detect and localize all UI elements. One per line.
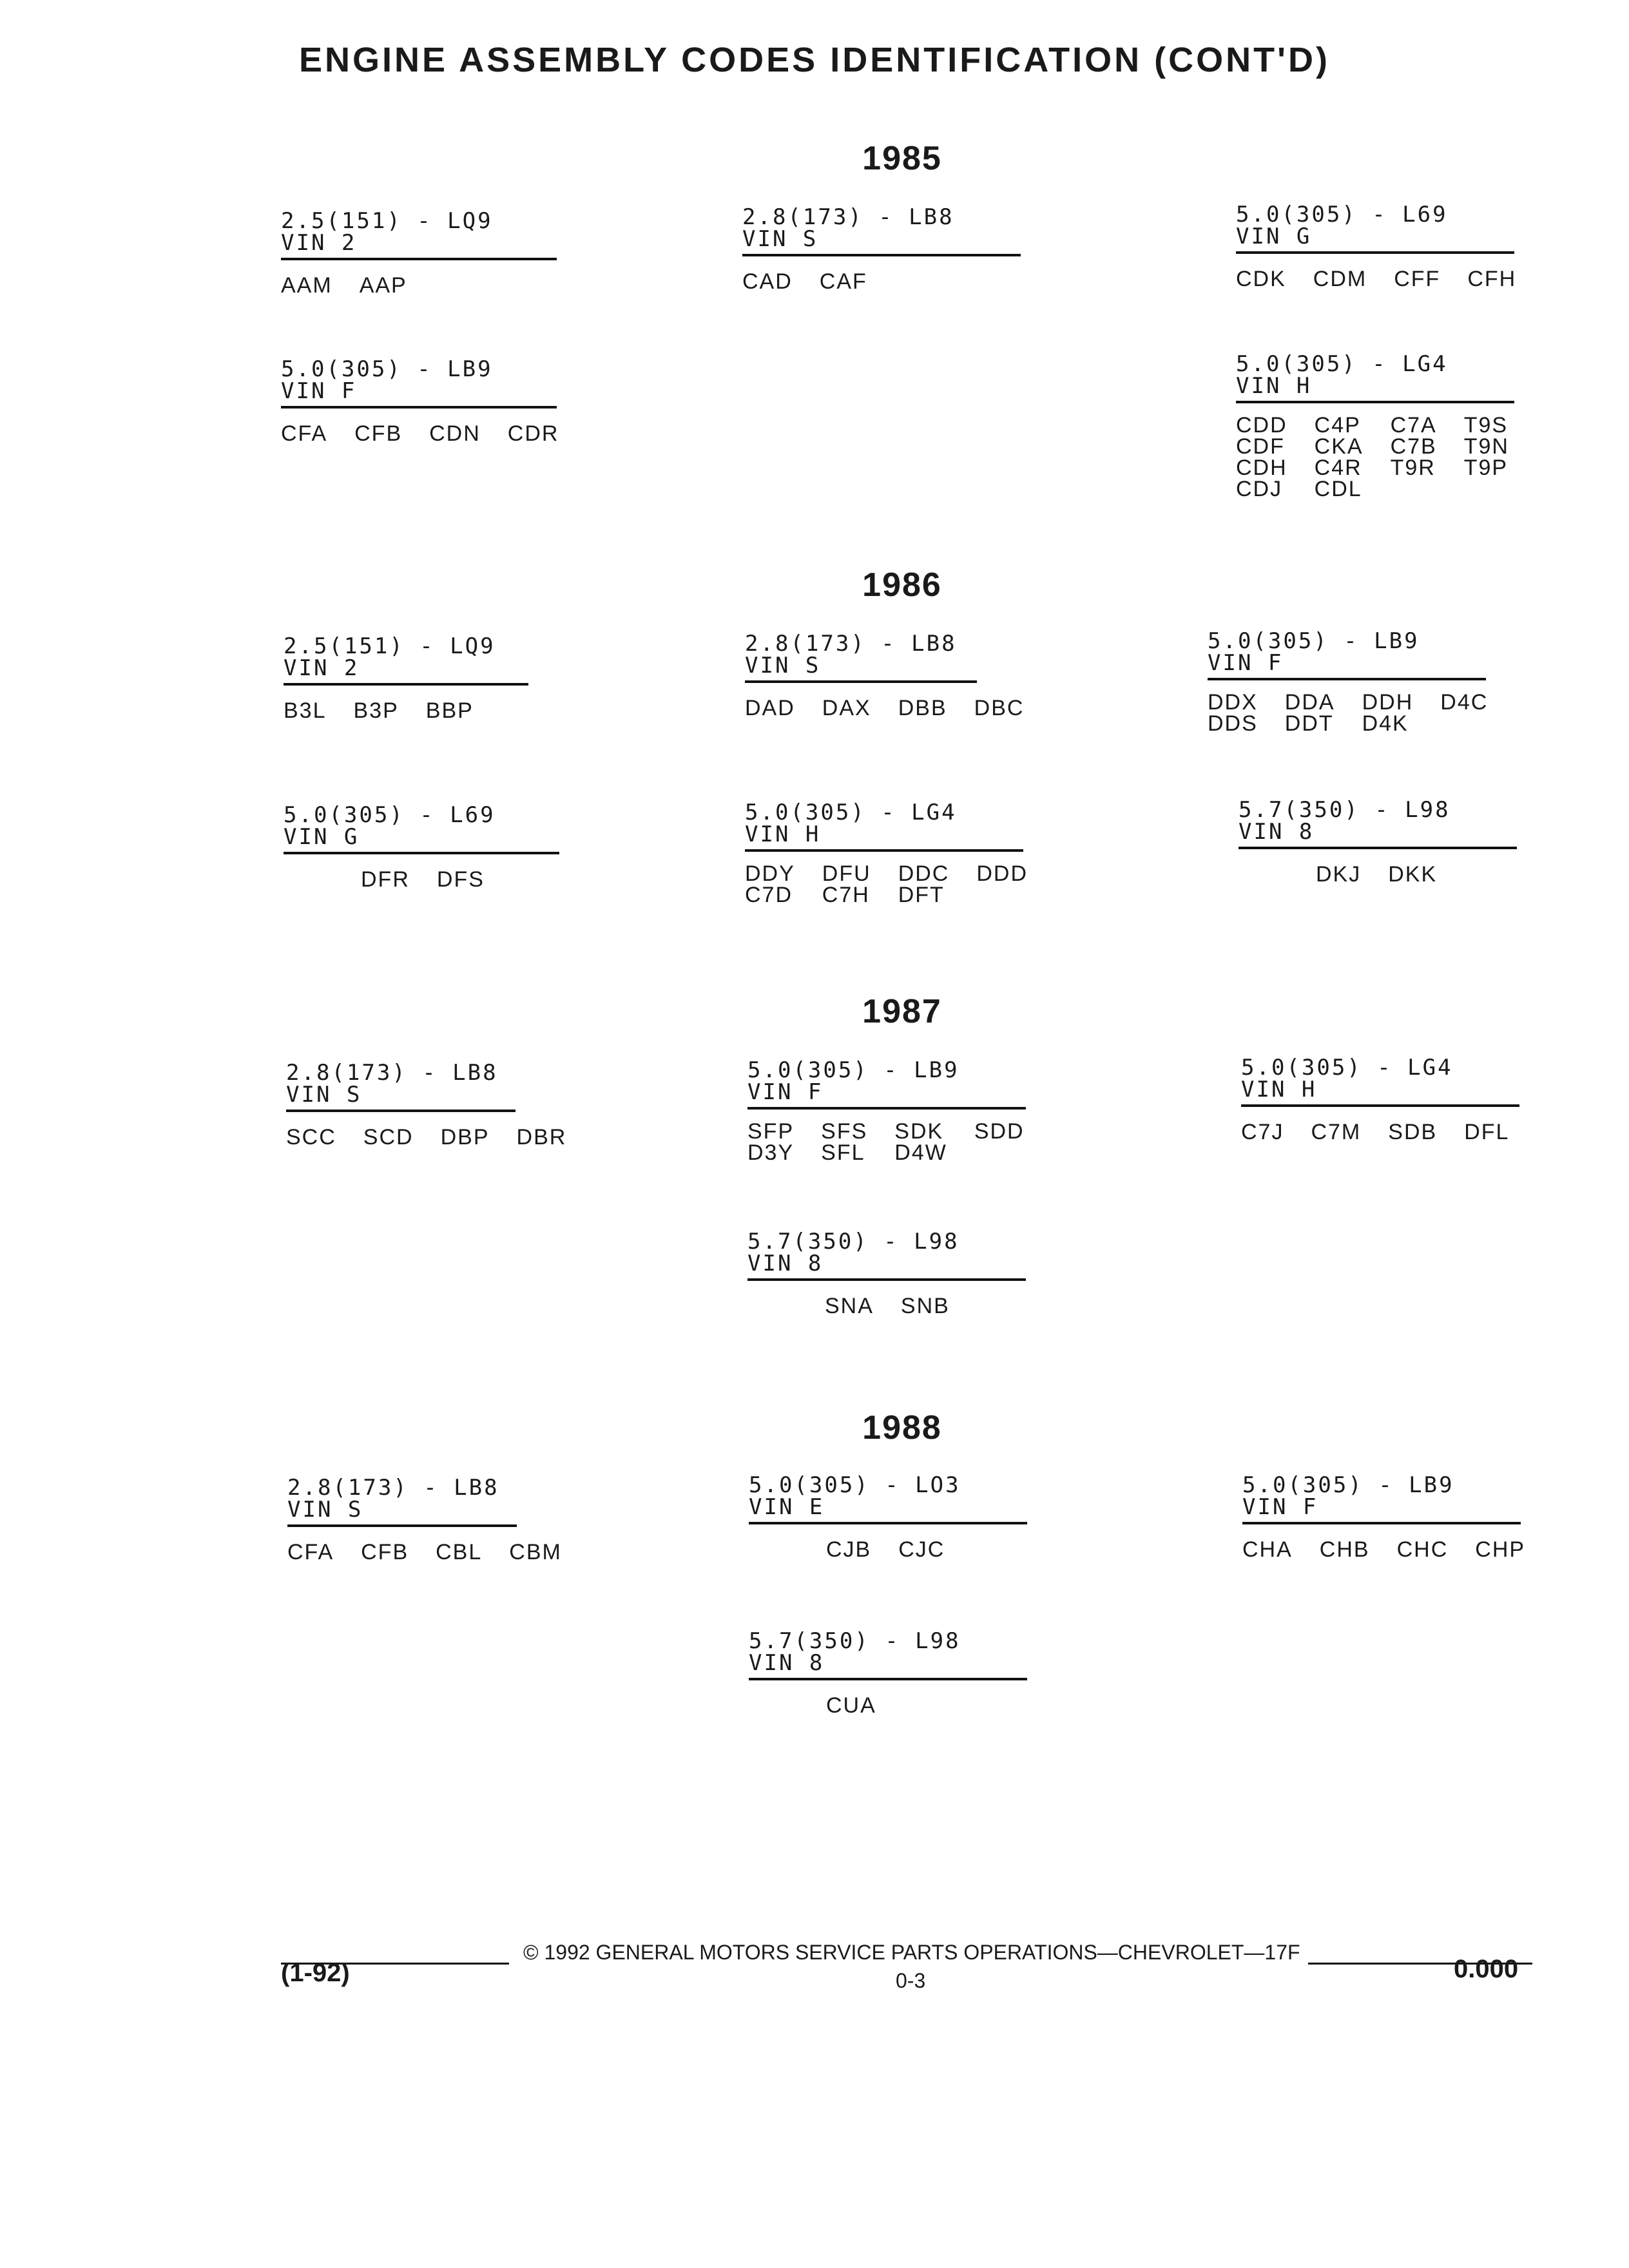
assembly-code: CUA [826,1693,876,1718]
assembly-codes [1239,863,1517,885]
assembly-codes [745,861,1028,907]
vin-code: VIN 8 [747,1251,824,1276]
assembly-code: DKJ [1316,862,1362,887]
assembly-code: CHP [1475,1537,1526,1562]
engine-spec: 2.5(151) - LQ9 [284,633,496,659]
page-title: ENGINE ASSEMBLY CODES IDENTIFICATION (CONT'D) [299,41,1330,79]
engine-spec: 5.0(305) - LB9 [1208,628,1420,654]
engine-block-b85a [281,210,557,296]
assembly-code: CHC [1396,1537,1449,1562]
assembly-code: SDD [974,1119,1025,1144]
vin-code: VIN E [749,1494,825,1520]
engine-spec: 5.7(350) - L98 [747,1229,959,1254]
vin-code: VIN H [1236,373,1312,399]
assembly-code: CDD [1236,413,1287,437]
engine-header [286,1062,516,1112]
footer-page-number: 0-3 [896,1969,926,1992]
footer-code-number: 0.000 [1454,1955,1519,1983]
engine-header [745,802,1023,852]
assembly-code: C4P [1314,413,1361,437]
engine-spec: 5.0(305) - L69 [1236,202,1448,227]
engine-block-b85c [1236,202,1517,291]
engine-block-b86a [284,635,528,722]
engine-spec: 5.0(305) - LB9 [281,356,493,382]
assembly-code: SDK [894,1119,944,1144]
engine-header [1242,1474,1521,1524]
vin-code: VIN F [1242,1494,1318,1520]
assembly-code: CDH [1236,456,1287,480]
assembly-code: DDX [1208,690,1258,715]
engine-spec: 2.8(173) - LB8 [287,1475,499,1501]
assembly-code: DDH [1362,690,1414,715]
assembly-code: CAD [742,269,793,294]
assembly-code: CAF [819,269,867,294]
assembly-code: CJB [826,1537,872,1562]
assembly-code: CDJ [1236,477,1283,501]
assembly-code: C4R [1314,456,1362,480]
assembly-code: CBL [436,1540,483,1564]
assembly-code: DBB [898,696,947,720]
assembly-code: C7M [1311,1120,1362,1144]
engine-block-b88a [287,1475,562,1564]
assembly-code: D3Y [747,1140,795,1165]
assembly-code: CKA [1314,434,1364,459]
assembly-code: CDN [429,421,481,446]
assembly-code: CJC [898,1537,945,1562]
year-heading-1985: 1985 [862,140,942,177]
assembly-code: DFU [822,861,871,886]
engine-header [749,1474,1027,1524]
assembly-codes [1241,1121,1519,1143]
vin-code: VIN H [745,822,821,847]
assembly-codes [747,1121,1026,1164]
engine-header [749,1630,1027,1680]
engine-block-b87b [747,1059,1026,1164]
assembly-code: T9N [1463,434,1509,459]
assembly-code: CFF [1394,267,1441,291]
assembly-code: DFS [436,867,485,892]
engine-spec: 5.0(305) - LB9 [1242,1472,1454,1498]
engine-header [284,804,559,854]
assembly-codes [284,700,528,722]
assembly-code: SFP [747,1119,795,1144]
engine-header [745,633,977,683]
assembly-code: DBP [440,1125,490,1149]
assembly-code: DAX [822,696,871,720]
assembly-code: DFR [361,867,410,892]
engine-block-b87d [747,1231,1026,1317]
engine-header [747,1059,1026,1110]
assembly-code: DDS [1208,711,1258,736]
engine-header [284,635,528,686]
vin-code: VIN S [287,1497,363,1523]
assembly-code: DAD [745,696,795,720]
assembly-code: AAM [281,273,333,298]
engine-block-b87a [286,1060,567,1149]
assembly-codes [747,1295,1026,1317]
assembly-code: CDF [1236,434,1285,459]
assembly-code: DBR [516,1125,567,1149]
assembly-code: CFH [1467,267,1517,291]
vin-code: VIN S [745,653,821,678]
vin-code: VIN 8 [1239,819,1315,845]
engine-block-b86c [1208,628,1489,736]
assembly-code: CDK [1236,267,1286,291]
assembly-codes [1242,1537,1526,1562]
assembly-code: SNA [825,1294,874,1318]
engine-block-b86d [284,804,559,890]
assembly-code: C7J [1241,1120,1284,1144]
engine-spec: 5.7(350) - L98 [1239,797,1451,823]
engine-block-b86f [1239,799,1517,885]
assembly-code: T9P [1463,456,1509,480]
engine-block-b88b [749,1474,1027,1561]
assembly-code: SFL [821,1140,865,1165]
engine-spec: 5.0(305) - LG4 [745,800,957,825]
engine-block-b88c [1242,1472,1526,1562]
assembly-code: C7D [745,883,793,907]
assembly-code: CBM [509,1540,562,1564]
year-heading-1986: 1986 [862,566,942,604]
engine-header [287,1477,517,1527]
engine-block-b87c [1241,1057,1519,1143]
assembly-code: DDA [1284,690,1335,715]
engine-header [281,210,557,260]
engine-spec: 2.5(151) - LQ9 [281,208,493,234]
assembly-code: D4K [1362,711,1409,736]
engine-header [1236,353,1514,403]
assembly-code: SFS [821,1119,868,1144]
engine-spec: 2.8(173) - LB8 [286,1060,498,1086]
assembly-code: BBP [425,698,474,723]
engine-spec: 2.8(173) - LB8 [742,204,954,230]
engine-spec: 5.0(305) - L69 [284,802,496,828]
vin-code: VIN F [1208,650,1284,676]
assembly-code: CHB [1319,1537,1370,1562]
vin-code: VIN G [284,824,360,850]
engine-header [747,1231,1026,1281]
assembly-code: DFT [898,883,945,907]
engine-block-b88d [749,1630,1027,1716]
vin-code: VIN 8 [749,1650,825,1676]
engine-header [1241,1057,1519,1107]
engine-spec: 2.8(173) - LB8 [745,631,957,657]
footer-copyright: © 1992 GENERAL MOTORS SERVICE PARTS OPERATIONS—CHEVROLET—17F [523,1941,1300,1964]
assembly-code: DDC [898,861,950,886]
assembly-codes [281,423,557,445]
assembly-codes [745,696,1025,720]
assembly-code: D4C [1440,690,1489,715]
engine-block-b86b [745,631,1025,720]
engine-spec: 5.7(350) - L98 [749,1628,961,1654]
assembly-code: SCC [286,1125,336,1149]
vin-code: VIN H [1241,1077,1317,1102]
assembly-code: DDY [745,861,795,886]
assembly-codes [742,271,1021,293]
assembly-code: DFL [1464,1120,1510,1144]
assembly-code: CDL [1314,477,1362,501]
engine-spec: 5.0(305) - LG4 [1241,1055,1453,1081]
assembly-code: T9R [1390,456,1436,480]
assembly-codes [287,1540,562,1564]
vin-code: VIN F [747,1079,824,1105]
engine-block-b85d [281,358,557,445]
vin-code: VIN S [742,226,818,252]
vin-code: VIN G [1236,224,1312,249]
assembly-code: SNB [900,1294,950,1318]
engine-header [281,358,557,408]
assembly-code: CFB [354,421,403,446]
assembly-codes [281,274,557,296]
engine-spec: 5.0(305) - LO3 [749,1472,961,1498]
engine-block-b85e [1236,353,1514,500]
assembly-code: DBC [974,696,1025,720]
assembly-code: B3L [284,698,327,723]
assembly-code: CFA [287,1540,334,1564]
year-heading-1987: 1987 [862,993,942,1030]
assembly-code: T9S [1463,413,1509,437]
assembly-codes [286,1125,567,1149]
vin-code: VIN 2 [284,655,360,681]
assembly-code: SDB [1388,1120,1438,1144]
vin-code: VIN S [286,1082,362,1108]
engine-header [1239,799,1517,849]
assembly-codes [749,1539,1027,1561]
assembly-code: C7H [822,883,870,907]
assembly-code: C7B [1390,434,1437,459]
assembly-code: B3P [353,698,399,723]
engine-header [742,206,1021,256]
assembly-code: CFB [361,1540,409,1564]
engine-block-b85b [742,206,1021,293]
assembly-code: DDD [976,861,1028,886]
year-heading-1988: 1988 [862,1409,942,1446]
engine-block-b86e [745,800,1028,907]
engine-header [1236,204,1514,254]
assembly-code: D4W [894,1140,947,1165]
assembly-code: CDM [1313,267,1367,291]
assembly-codes [749,1695,1027,1716]
assembly-code: CHA [1242,1537,1293,1562]
engine-spec: 5.0(305) - LB9 [747,1057,959,1083]
assembly-codes [1208,690,1489,736]
engine-header [1208,630,1486,680]
vin-code: VIN 2 [281,230,357,256]
vin-code: VIN F [281,378,357,404]
assembly-code: CDR [507,421,559,446]
assembly-code: C7A [1390,413,1437,437]
assembly-code: DKK [1388,862,1438,887]
assembly-code: CFA [281,421,328,446]
assembly-codes [1236,267,1517,291]
assembly-code: SCD [363,1125,414,1149]
assembly-code: DDT [1284,711,1334,736]
footer-date: (1-92) [281,1959,350,1987]
assembly-codes [284,869,559,890]
engine-spec: 5.0(305) - LG4 [1236,351,1448,377]
assembly-codes [1236,415,1514,500]
assembly-code: AAP [359,273,407,298]
